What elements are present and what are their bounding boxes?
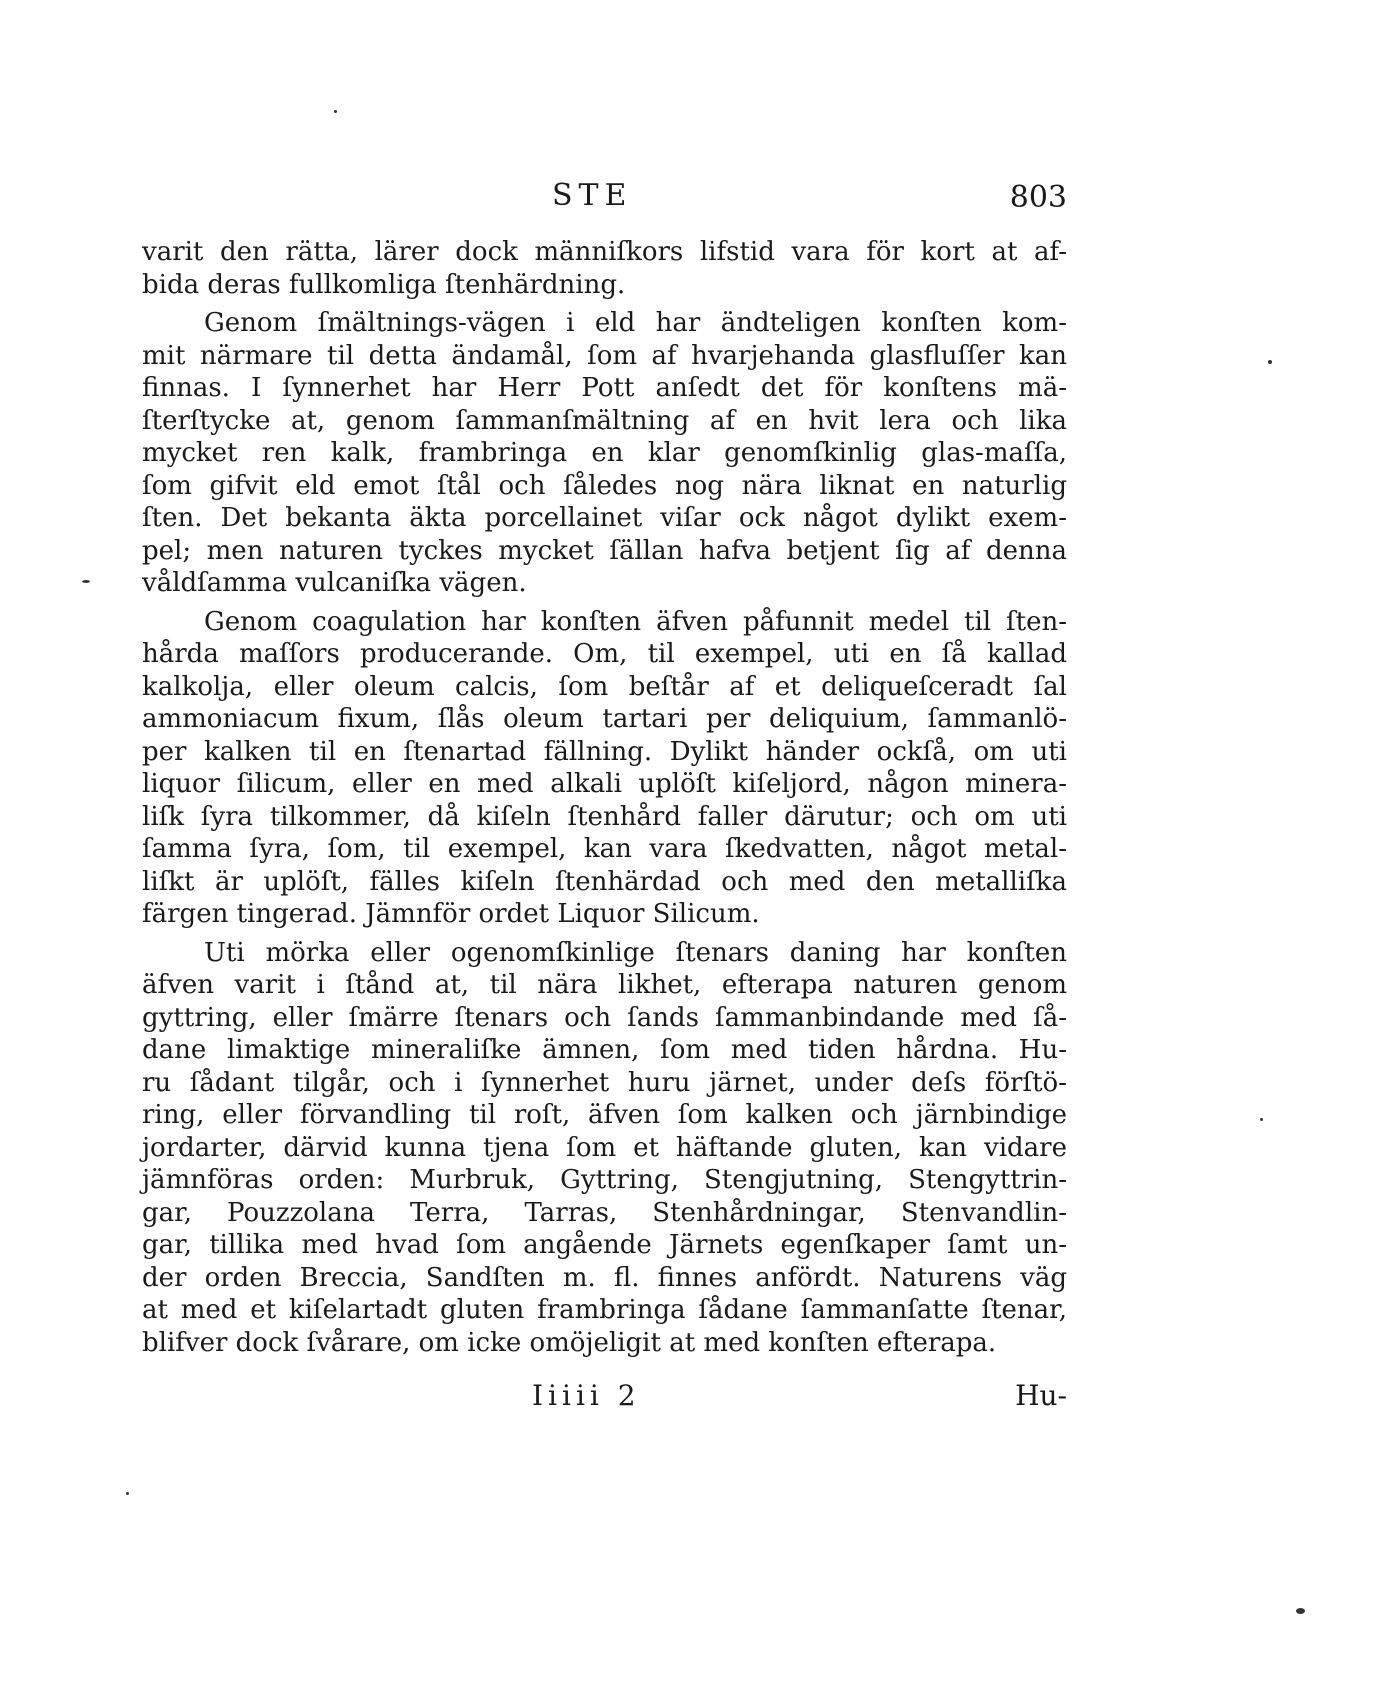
- paper-speck: [82, 580, 90, 583]
- text-line: ru ſådant tilgår, och i ſynnerhet huru järnet, under deſs förſtö-: [142, 1067, 1067, 1098]
- text-line: dane limaktige mineraliſke ämnen, ſom med tiden hårdna. Hu-: [142, 1035, 1067, 1065]
- body-text: [142, 236, 1067, 1359]
- text-line: liquor ſilicum, eller en med alkali uplöſt kiſeljord, någon minera-: [142, 769, 1067, 799]
- paper-speck: [126, 1492, 129, 1495]
- text-line: gyttring, eller ſmärre ſtenars och ſands ſammanbindande med ſå-: [142, 1002, 1067, 1033]
- paper-speck: [1260, 1118, 1263, 1121]
- running-head: STE: [552, 178, 633, 213]
- text-line: Genom ſmältnings-vägen i eld har ändteligen konſten kom-: [204, 308, 1067, 338]
- text-line: mit närmare til detta ändamål, ſom af hvarjehanda glasfluſſer kan: [142, 340, 1067, 371]
- paragraph: [142, 937, 1067, 1360]
- text-line: blifver dock ſvårare, om icke omöjeligit at med konſten efterapa.: [142, 1327, 997, 1358]
- text-line: liſk ſyra tilkommer, då kiſeln ſtenhård faller därutur; och om uti: [142, 801, 1067, 832]
- text-line: ring, eller förvandling til roſt, äfven ſom kalken och järnbindige: [142, 1100, 1067, 1130]
- paragraph: [142, 606, 1067, 931]
- text-line: hårda maſſors producerande. Om, til exempel, uti en ſå kallad: [142, 639, 1067, 669]
- text-line: färgen tingerad. Jämnför ordet Liquor Silicum.: [142, 899, 760, 929]
- text-line: gar, tillika med hvad ſom angående Järnets egenſkaper ſamt un-: [142, 1230, 1067, 1260]
- text-line: våldſamma vulcaniſka vägen.: [142, 568, 527, 598]
- text-line: ammoniacum fixum, ſlås oleum tartari per deliquium, ſammanlö-: [142, 704, 1067, 734]
- page-footer: [142, 1379, 1067, 1419]
- text-line: liſkt är uplöſt, fälles kiſeln ſtenhärdad och med den metalliſka: [142, 866, 1067, 897]
- text-line: ſten. Det bekanta äkta porcellainet viſar ock något dylikt exem-: [142, 503, 1067, 533]
- text-line: ſom gifvit eld emot ſtål och ſåledes nog nära liknat en naturlig: [142, 470, 1067, 501]
- text-line: at med et kiſelartadt gluten frambringa ſådane ſammanſatte ſtenar,: [142, 1295, 1067, 1325]
- signature-mark: Iiiii 2: [532, 1379, 641, 1412]
- page-header: [142, 178, 1067, 218]
- text-line: ſterſtycke at, genom ſammanſmältning af en hvit lera och lika: [142, 405, 1067, 436]
- text-line: jämnföras orden: Murbruk, Gyttring, Stengjutning, Stengyttrin-: [142, 1165, 1067, 1195]
- text-line: per kalken til en ſtenartad fällning. Dylikt händer ockſå, om uti: [142, 736, 1067, 767]
- paper-speck: [1296, 1608, 1305, 1614]
- paper-speck: [334, 110, 337, 113]
- text-line: Genom coagulation har konſten äfven påfunnit medel til ſten-: [204, 606, 1067, 637]
- text-line: varit den rätta, lärer dock männiſkors lifstid vara för kort at af-: [142, 237, 1067, 267]
- paragraph: [142, 307, 1067, 600]
- paper-speck: [1268, 360, 1272, 364]
- text-line: mycket ren kalk, frambringa en klar genomſkinlig glas-maſſa,: [142, 438, 1067, 468]
- text-line: der orden Breccia, Sandſten m. fl. finnes anfördt. Naturens väg: [142, 1262, 1067, 1293]
- text-line: äfven varit i ſtånd at, til nära likhet, efterapa naturen genom: [142, 970, 1067, 1000]
- text-line: finnas. I ſynnerhet har Herr Pott anſedt det för konſtens mä-: [142, 373, 1067, 403]
- text-line: gar, Pouzzolana Terra, Tarras, Stenhårdningar, Stenvandlin-: [142, 1197, 1067, 1228]
- text-line: ſamma ſyra, ſom, til exempel, kan vara ſkedvatten, något metal-: [142, 834, 1067, 864]
- paragraph: [142, 236, 1067, 301]
- text-line: pel; men naturen tyckes mycket ſällan hafva betjent ſig af denna: [142, 535, 1067, 566]
- text-line: Uti mörka eller ogenomſkinlige ſtenars daning har konſten: [204, 937, 1067, 968]
- text-line: kalkolja, eller oleum calcis, ſom beſtår af et deliqueſceradt ſal: [142, 671, 1067, 702]
- page-number: 803: [1009, 180, 1067, 215]
- catchword: Hu-: [1015, 1379, 1067, 1412]
- text-line: bida deras fullkomliga ſtenhärdning.: [142, 269, 626, 300]
- text-line: jordarter, därvid kunna tjena ſom et häftande gluten, kan vidare: [142, 1132, 1067, 1163]
